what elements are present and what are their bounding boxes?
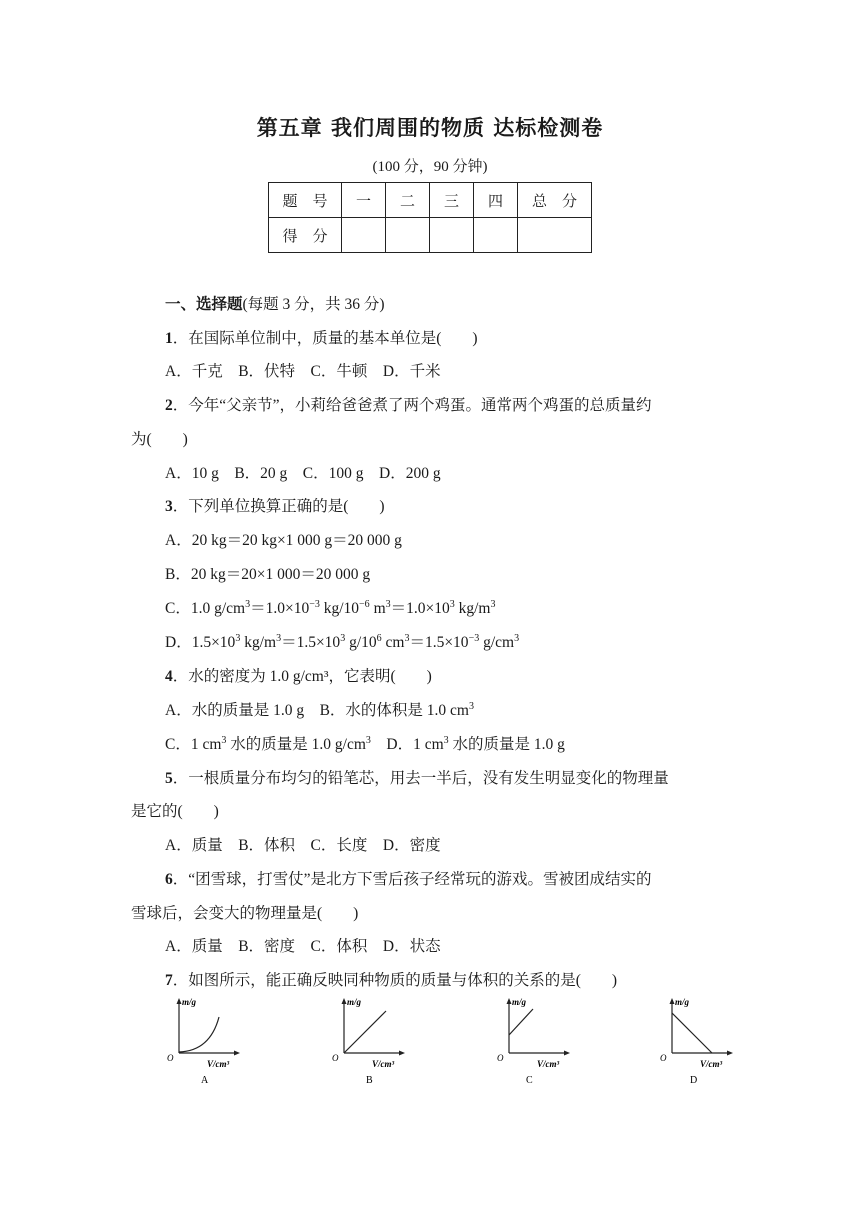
y-axis-label: m/g [182,997,197,1007]
x-axis-arrow [727,1051,733,1056]
question-text: ．下列单位换算正确的是( ) [172,498,385,515]
question-3-option-b: B．20 kg＝20×1 000＝20 000 g [165,566,371,583]
question-text: ．在国际单位制中，质量的基本单位是( ) [172,330,478,347]
graph-c-svg [495,995,575,1090]
y-axis-arrow [342,998,347,1004]
graph-caption: D [690,1075,698,1086]
question-3 [165,497,385,517]
score-table-header-row [269,183,592,218]
question-number: 7 [165,972,173,989]
question-1-options: A．千克 B．伏特 C．牛顿 D．千米 [165,363,441,380]
graph-b-svg [330,995,410,1090]
graph-caption: B [366,1075,373,1086]
question-4-options-ab: A．水的质量是 1.0 g B．水的体积是 1.0 $cm^3$ [165,701,474,719]
question-2-continued: 为( ) [131,431,188,448]
graph-line [672,1013,712,1053]
origin-label: O [497,1053,504,1063]
question-5-options: A．质量 B．体积 C．长度 D．密度 [165,837,441,854]
exam-info: (100 分，90 分钟) [372,159,488,175]
question-1 [165,329,478,349]
score-table [268,182,592,253]
question-4 [165,667,432,687]
score-table-score-row [269,218,592,253]
x-axis-label: V/cm³ [207,1059,230,1069]
question-text: ．一根质量分布均匀的铅笔芯，用去一半后，没有发生明显变化的物理量 [172,770,669,787]
question-6-continued: 雪球后，会变大的物理量是( ) [131,905,359,922]
page-title: 第五章 我们周围的物质 达标检测卷 [256,116,604,140]
score-cell: 二 [386,183,430,218]
question-5-continued: 是它的( ) [131,803,219,820]
section-note: (每题 3 分，共 36 分) [242,296,385,313]
score-cell: 总 分 [518,183,592,218]
score-input-cell [518,218,592,253]
y-axis-arrow [670,998,675,1004]
graph-option-b [330,995,410,1090]
graph-line [509,1009,533,1035]
question-number: 2 [165,397,173,414]
origin-label: O [660,1053,667,1063]
graph-option-a [165,995,245,1090]
x-axis-label: V/cm³ [372,1059,395,1069]
x-axis-label: V/cm³ [537,1059,560,1069]
graph-option-d [658,995,738,1090]
question-3-option-d: D．$1.5\times 10^3$ $kg/m^3=1.5\times 10^3$ $g/10^6$ $cm^3=1.5\times 10^{-3}$ $g/cm^3$ [165,633,520,651]
score-cell: 题 号 [269,183,342,218]
question-text: ．“团雪球，打雪仗”是北方下雪后孩子经常玩的游戏。雪被团成结实的 [172,871,652,888]
section-heading [165,295,385,315]
graph-line [344,1011,386,1053]
y-axis-label: m/g [347,997,362,1007]
score-input-cell [474,218,518,253]
score-input-cell [386,218,430,253]
y-axis-label: m/g [675,997,690,1007]
score-cell: 四 [474,183,518,218]
question-7 [165,971,617,991]
question-number: 6 [165,871,173,888]
question-4-options-cd: C．1 $cm^3$ 水的质量是 1.0 $g/cm^3$ D．1 $cm^3$ 水的质量是 1.0 g [165,735,565,753]
question-text: ．今年“父亲节”，小莉给爸爸煮了两个鸡蛋。通常两个鸡蛋的总质量约 [172,397,652,414]
question-2-options: A．10 g B．20 g C．100 g D．200 g [165,465,441,482]
x-axis-label: V/cm³ [700,1059,723,1069]
graph-a-svg [165,995,245,1090]
question-number: 4 [165,668,173,685]
score-cell: 得 分 [269,218,342,253]
question-text: ．水的密度为 1.0 g/cm³，它表明( ) [172,668,432,685]
score-cell: 一 [342,183,386,218]
question-number: 3 [165,498,173,515]
graph-option-c [495,995,575,1090]
origin-label: O [332,1053,339,1063]
section-title: 一、选择题 [165,296,243,313]
question-3-option-a: A．20 kg＝20 kg×1 000 g＝20 000 g [165,532,402,549]
question-text: ．如图所示，能正确反映同种物质的质量与体积的关系的是( ) [172,972,618,989]
score-cell: 三 [430,183,474,218]
y-axis-label: m/g [512,997,527,1007]
y-axis-arrow [507,998,512,1004]
question-3-option-c: C．1.0 $g/cm^3=1.0\times 10^{-3}$ $kg/10^{-6}$ $m^3=1.0\times 10^3$ $kg/m^3$ [165,599,496,617]
question-2 [165,396,652,416]
x-axis-arrow [399,1051,405,1056]
question-number: 1 [165,330,173,347]
y-axis-arrow [177,998,182,1004]
score-input-cell [342,218,386,253]
graph-caption: A [201,1075,209,1086]
graph-d-svg [658,995,738,1090]
question-number: 5 [165,770,173,787]
x-axis-arrow [234,1051,240,1056]
question-6-options: A．质量 B．密度 C．体积 D．状态 [165,938,441,955]
question-6 [165,870,652,890]
origin-label: O [167,1053,174,1063]
x-axis-arrow [564,1051,570,1056]
question-5 [165,769,669,789]
score-input-cell [430,218,474,253]
graph-line [179,1017,219,1052]
graph-caption: C [526,1075,533,1086]
